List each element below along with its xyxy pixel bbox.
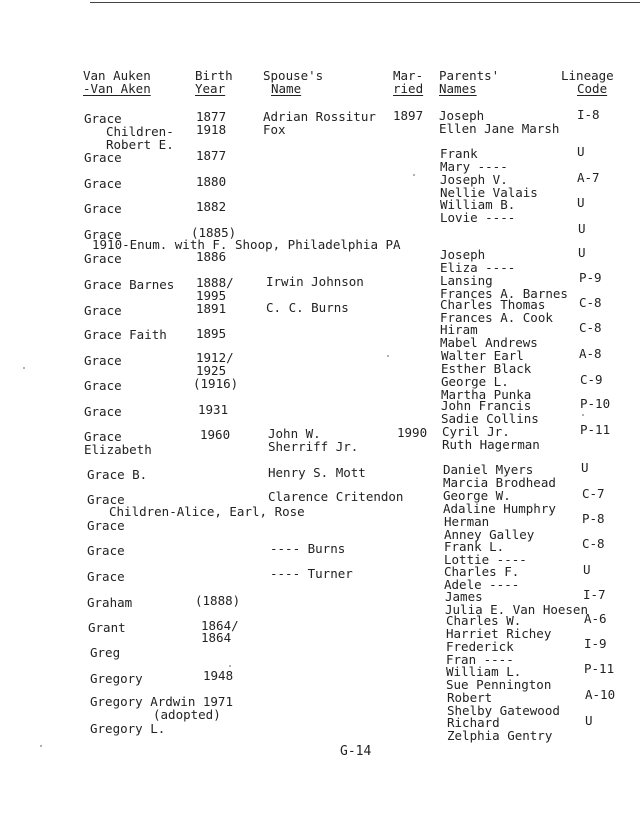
entry-code: I-7 (583, 587, 606, 602)
entry-code: U (581, 460, 589, 475)
entry-code: U (585, 713, 593, 728)
entry-parent: Nellie Valais (440, 185, 538, 200)
entry-year: 1912/ (196, 350, 234, 365)
scan-speck (23, 367, 25, 369)
entry-spouse: Henry S. Mott (268, 465, 366, 480)
entry-name: Grace (84, 404, 122, 419)
scan-speck (387, 355, 389, 357)
entry-year: 1960 (200, 427, 231, 442)
entry-year: 1864/ (201, 618, 239, 633)
entry-spouse: Fox (263, 122, 286, 137)
entry-code: P-11 (580, 422, 611, 437)
entry-name: Grace Barnes (84, 277, 175, 292)
entry-spouse: C. C. Burns (266, 300, 349, 315)
entry-parent: Lottie ---- (444, 552, 527, 567)
entry-code: U (577, 195, 585, 210)
entry-parent: James (445, 589, 483, 604)
entry-name: Grace (87, 518, 125, 533)
entry-parent: Herman (444, 514, 490, 529)
scan-speck (582, 414, 584, 416)
entry-code: U (577, 144, 585, 159)
entry-code: U (578, 245, 586, 260)
entry-name: Grace (84, 378, 122, 393)
entry-year: 1877 (196, 109, 227, 124)
entry-name: Gregory L. (90, 721, 166, 736)
entry-parent: Frances A. Barnes (440, 286, 568, 301)
entry-spouse: Adrian Rossitur (263, 109, 376, 124)
entry-parent: Adaline Humphry (443, 501, 556, 516)
entry-year: 1995 (196, 288, 227, 303)
entry-code: U (583, 562, 591, 577)
entry-spouse: Clarence Critendon (268, 489, 404, 504)
entry-year: 1918 (196, 122, 227, 137)
entry-parent: Lovie ---- (440, 210, 516, 225)
entry-name: Gregory Ardwin 1971 (90, 694, 233, 709)
entry-parent: Daniel Myers (443, 462, 534, 477)
entry-parent: Richard (447, 715, 500, 730)
entry-name: Grace B. (87, 467, 148, 482)
entry-parent: Robert (447, 690, 493, 705)
entry-code: P-10 (580, 396, 611, 411)
entry-parent: Marcia Brodhead (443, 475, 556, 490)
entry-name: Grace (84, 251, 122, 266)
entry-parent: Frank (440, 146, 478, 161)
entry-parent: Walter Earl (441, 348, 524, 363)
entry-parent: Harriet Richey (446, 626, 552, 641)
entry-code: C-9 (580, 372, 603, 387)
entry-name: Grace (84, 111, 122, 126)
entry-code: U (578, 221, 586, 236)
entry-spouse: Irwin Johnson (266, 274, 364, 289)
entry-year: 1864 (201, 630, 232, 645)
header-spouse: Spouse's Name (263, 68, 324, 96)
entry-code: A-6 (584, 611, 607, 626)
entry-code: I-9 (584, 636, 607, 651)
entry-year: 1877 (196, 148, 227, 163)
entry-parent: Charles F. (444, 564, 520, 579)
entry-code: A-10 (585, 687, 616, 702)
entry-parent: Martha Punka (441, 387, 532, 402)
entry-year: 1948 (203, 668, 234, 683)
header-name: Van Auken -Van Aken (83, 68, 151, 96)
entry-note: Robert E. (106, 137, 174, 152)
entry-parent: Cyril Jr. (442, 424, 510, 439)
entry-name: Grace (84, 227, 122, 242)
entry-code: P-8 (582, 511, 605, 526)
header-lineage-code: Lineage Code (561, 68, 614, 96)
entry-name: Grace (84, 429, 122, 444)
entry-year: 1886 (196, 249, 227, 264)
entry-name: Grant (88, 620, 126, 635)
entry-parent: Esther Black (441, 361, 532, 376)
entry-parent: Fran ---- (446, 652, 514, 667)
entry-year: 1925 (196, 363, 227, 378)
entry-name: Gregory (90, 671, 143, 686)
page-number: G-14 (340, 744, 372, 759)
entry-parent: Charles W. (446, 613, 522, 628)
header-birth-year: Birth Year (195, 68, 233, 96)
header-parents: Parents' Names (439, 68, 500, 96)
scan-speck (229, 665, 231, 667)
entry-year: 1931 (198, 402, 229, 417)
entry-parent: Frances A. Cook (440, 310, 553, 325)
entry-year: 1880 (196, 174, 227, 189)
entry-year: (1916) (193, 376, 239, 391)
entry-parent: Joseph (439, 108, 485, 123)
entry-parent: Sue Pennington (446, 677, 552, 692)
entry-spouse: John W. (268, 426, 321, 441)
entry-parent: Shelby Gatewood (447, 703, 560, 718)
entry-name: Grace (84, 150, 122, 165)
entry-code: A-8 (579, 346, 602, 361)
entry-note: (adopted) (153, 707, 221, 722)
entry-parent: William L. (446, 664, 522, 679)
entry-name: Grace (87, 569, 125, 584)
entry-year: (1885) (191, 225, 237, 240)
entry-parent: Ellen Jane Marsh (439, 121, 560, 136)
entry-note: Children-Alice, Earl, Rose (109, 504, 305, 519)
entry-name: Graham (87, 595, 133, 610)
entry-parent: Frederick (446, 639, 514, 654)
entry-married: 1990 (397, 425, 428, 440)
entry-parent: Charles Thomas (440, 297, 546, 312)
entry-spouse: ---- Burns (270, 541, 346, 556)
entry-parent: Lansing (440, 273, 493, 288)
entry-parent: George L. (441, 374, 509, 389)
entry-name: Grace (87, 492, 125, 507)
entry-year: 1895 (196, 326, 227, 341)
entry-parent: Ruth Hagerman (442, 437, 540, 452)
entry-name: Grace (84, 353, 122, 368)
entry-year: 1891 (196, 301, 227, 316)
entry-code: I-8 (577, 107, 600, 122)
entry-name: Grace (84, 176, 122, 191)
entry-parent: Sadie Collins (441, 411, 539, 426)
entry-name: Elizabeth (84, 442, 152, 457)
entry-parent: William B. (440, 197, 516, 212)
entry-parent: Anney Galley (444, 527, 535, 542)
entry-code: P-11 (584, 661, 615, 676)
entry-parent: Mabel Andrews (440, 335, 538, 350)
entry-parent: John Francis (441, 398, 532, 413)
entry-code: C-8 (579, 295, 602, 310)
entry-note: 1910-Enum. with F. Shoop, Philadelphia PA (92, 237, 401, 252)
entry-code: C-8 (582, 536, 605, 551)
entry-name: Grace (87, 543, 125, 558)
header-married: Mar- ried (393, 68, 424, 96)
scan-speck (413, 174, 415, 176)
top-rule (90, 2, 640, 3)
entry-spouse: Sherriff Jr. (268, 439, 359, 454)
entry-year: 1888/ (196, 275, 234, 290)
entry-name: Grace Faith (84, 327, 167, 342)
entry-name: Grace (84, 303, 122, 318)
entry-parent: Julia E. Van Hoesen (445, 602, 588, 617)
entry-code: A-7 (577, 170, 600, 185)
entry-year: (1888) (195, 593, 241, 608)
entry-parent: Zelphia Gentry (447, 728, 553, 743)
entry-year: 1882 (196, 199, 227, 214)
scan-speck (40, 745, 42, 747)
entry-code: P-9 (579, 270, 602, 285)
entry-code: C-7 (582, 486, 605, 501)
entry-parent: Frank L. (444, 539, 505, 554)
entry-parent: Hiram (440, 322, 478, 337)
entry-name: Grace (84, 201, 122, 216)
entry-parent: George W. (443, 488, 511, 503)
entry-parent: Mary ---- (440, 159, 508, 174)
entry-parent: Joseph V. (440, 172, 508, 187)
entry-note: Children- (106, 124, 174, 139)
entry-parent: Eliza ---- (440, 260, 516, 275)
entry-code: C-8 (579, 320, 602, 335)
entry-parent: Adele ---- (444, 577, 520, 592)
entry-spouse: ---- Turner (270, 566, 353, 581)
entry-parent: Joseph (440, 247, 486, 262)
entry-married: 1897 (393, 108, 424, 123)
entry-name: Greg (90, 645, 121, 660)
